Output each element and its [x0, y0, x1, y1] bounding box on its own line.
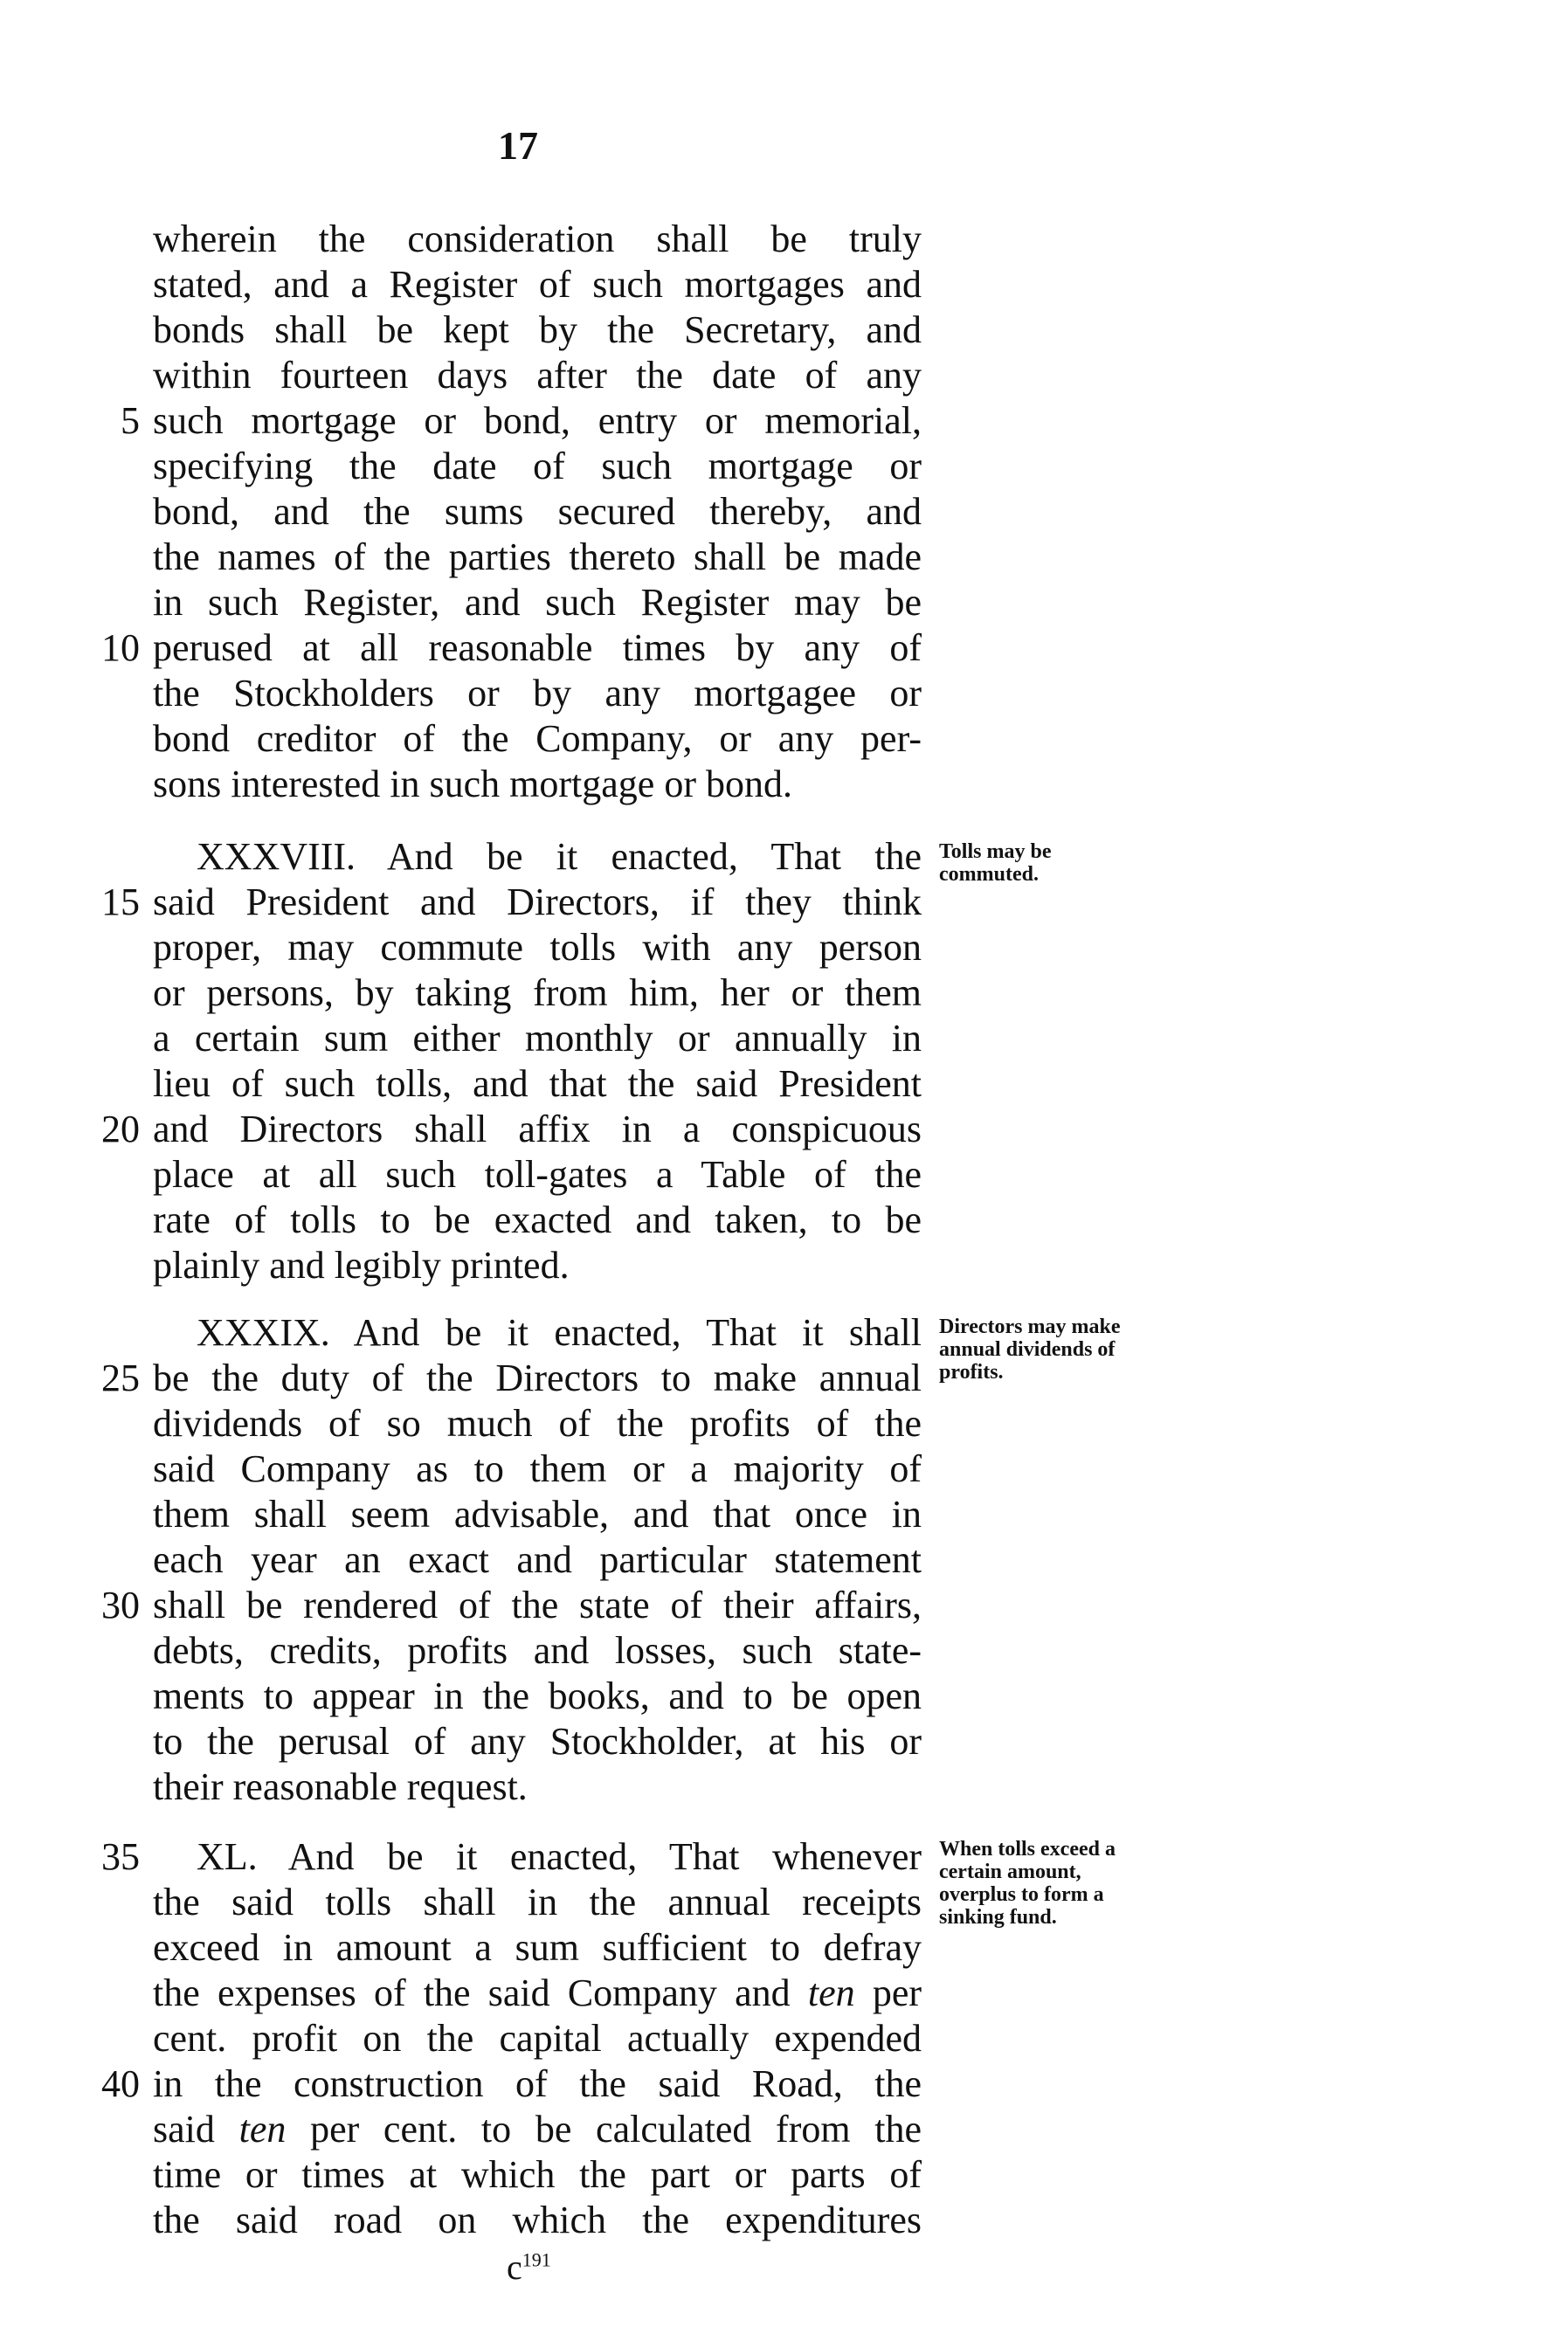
text-line: wherein the consideration shall be truly: [153, 218, 922, 260]
text-line: stated, and a Register of such mortgages and: [153, 263, 922, 306]
text-line: to the perusal of any Stockholder, at his or: [153, 1720, 922, 1763]
text-line: debts, credits, profits and losses, such state-: [153, 1629, 922, 1672]
line-number: 10: [101, 626, 140, 669]
text-line: within fourteen days after the date of any: [153, 354, 922, 397]
italic-ten: ten: [807, 1971, 855, 2014]
text-line: them shall seem advisable, and that once in: [153, 1493, 922, 1536]
margin-note: When tolls exceed a certain amount, overplus to form a sinking fund.: [939, 1838, 1116, 1929]
margin-note: Directors may make annual dividends of profits.: [939, 1315, 1121, 1384]
line-number: 30: [101, 1584, 140, 1626]
line-number: 20: [101, 1108, 140, 1150]
text-line: in the construction of the said Road, the: [153, 2062, 922, 2105]
text-line-with-italic: [153, 2107, 922, 2152]
text-line: the said tolls shall in the annual receipts: [153, 1881, 922, 1923]
text-line: perused at all reasonable times by any of: [153, 626, 922, 669]
text-line: the Stockholders or by any mortgagee or: [153, 672, 922, 715]
signature-number: 191: [522, 2248, 551, 2271]
page-number: 17: [498, 123, 538, 168]
text-line: bonds shall be kept by the Secretary, and: [153, 308, 922, 351]
text-line: bond creditor of the Company, or any per-: [153, 717, 922, 760]
text-line: sons interested in such mortgage or bond.: [153, 763, 792, 805]
text-line: plainly and legibly printed.: [153, 1244, 570, 1287]
line-number: 5: [121, 399, 140, 442]
text-fragment: per: [872, 1971, 922, 2014]
text-fragment: the expenses of the said Company and: [153, 1971, 791, 2014]
text-line: said Company as to them or a majority of: [153, 1447, 922, 1490]
text-line: specifying the date of such mortgage or: [153, 445, 922, 487]
text-line: the names of the parties thereto shall be made: [153, 535, 922, 578]
text-line: or persons, by taking from him, her or them: [153, 971, 922, 1014]
line-number: 15: [101, 880, 140, 923]
text-line-with-italic: [153, 1971, 922, 2016]
text-line: a certain sum either monthly or annually in: [153, 1017, 922, 1060]
text-line: place at all such toll-gates a Table of the: [153, 1153, 922, 1196]
text-line: their reasonable request.: [153, 1765, 528, 1808]
text-line: and Directors shall affix in a conspicuous: [153, 1108, 922, 1150]
text-line: such mortgage or bond, entry or memorial,: [153, 399, 922, 442]
text-line: time or times at which the part or parts of: [153, 2153, 922, 2196]
text-line: be the duty of the Directors to make annual: [153, 1357, 922, 1399]
text-line: bond, and the sums secured thereby, and: [153, 490, 922, 533]
text-line: the said road on which the expenditures: [153, 2199, 922, 2241]
text-line: ments to appear in the books, and to be open: [153, 1674, 922, 1717]
margin-note: Tolls may be commuted.: [939, 840, 1052, 886]
text-line: exceed in amount a sum sufficient to defray: [153, 1926, 922, 1969]
text-fragment: per cent. to be calculated from the: [310, 2108, 922, 2151]
text-line: lieu of such tolls, and that the said President: [153, 1062, 922, 1105]
text-line: dividends of so much of the profits of the: [153, 1402, 922, 1445]
text-line: each year an exact and particular statement: [153, 1538, 922, 1581]
section-heading-line: XXXIX. And be it enacted, That it shall: [197, 1311, 922, 1354]
text-line: rate of tolls to be exacted and taken, to be: [153, 1198, 922, 1241]
line-number: 40: [101, 2062, 140, 2105]
section-heading-line: XL. And be it enacted, That whenever: [197, 1835, 922, 1878]
text-fragment: said: [153, 2108, 215, 2151]
italic-ten: ten: [238, 2108, 287, 2151]
line-number: 25: [101, 1357, 140, 1399]
signature-mark: [507, 2247, 551, 2288]
section-heading-line: XXXVIII. And be it enacted, That the: [197, 835, 922, 878]
text-line: cent. profit on the capital actually expended: [153, 2017, 922, 2060]
text-line: in such Register, and such Register may be: [153, 581, 922, 624]
text-line: said President and Directors, if they think: [153, 880, 922, 923]
text-line: shall be rendered of the state of their affairs,: [153, 1584, 922, 1626]
signature-letter: c: [507, 2248, 522, 2287]
text-line: proper, may commute tolls with any person: [153, 926, 922, 969]
line-number: 35: [101, 1835, 140, 1878]
